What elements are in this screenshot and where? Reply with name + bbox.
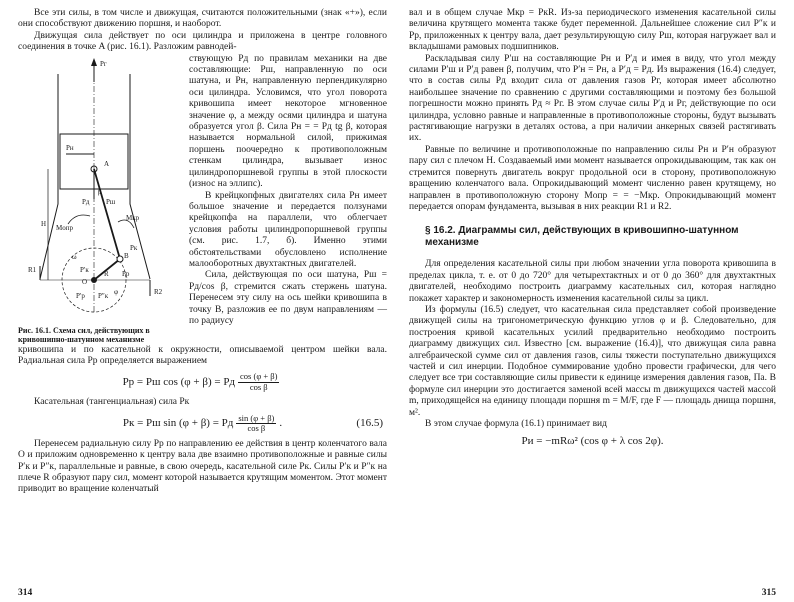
- formula-tangential-fraction: [236, 414, 276, 434]
- left-paragraph-2-lead: Движущая сила действует по оси цилиндра и приложена в центре головного соединения в точке A (рис. 16.1). Разложим равнодей-: [18, 30, 387, 53]
- mopr-arc: [68, 215, 90, 224]
- formula-inertia-force: [409, 435, 776, 448]
- left-paragraph-5: Касательная (тангенциальная) сила Pк: [34, 397, 190, 408]
- formula-radial-numerator: cos (φ + β): [240, 371, 278, 382]
- connecting-rod: [94, 169, 120, 259]
- label-psh: Pш: [106, 197, 116, 206]
- page-number-left: 314: [18, 588, 33, 598]
- right-page: [397, 0, 794, 602]
- figure-16-1: [18, 54, 183, 345]
- label-pk2: P″к: [98, 291, 109, 300]
- point-b-pin: [117, 256, 123, 262]
- label-r1: R1: [28, 265, 37, 274]
- formula-radial-fraction: [238, 372, 279, 392]
- label-h: H: [41, 219, 47, 228]
- right-paragraph-2: Раскладывая силу P′ш на составляющие Pн и P′д и имея в виду, что угол между силами P′ш и P′д равен β, получим, что P′н = Pн, а P′д = Pд. Из выражения (16.4) следует, что в состав силы Pд входит сила от давления газов Pг, которая имеет абсолютно наибольшее значение по сравнению с другими составляющими и поэтому без большой погрешности можно принять Pд ≈ Pг. В этом случае силы P′д и Pг, действующие по оси цилиндра, условно равные и направленные в противоположные стороны, будут вызывать растягивающие нагрузки в деталях остова, а при наличии анкерных связей растягивать их.: [409, 53, 776, 144]
- label-r: R: [104, 269, 109, 278]
- formula-tangential-lhs: Pк = Pш sin (φ + β) = Pд: [122, 417, 234, 430]
- label-pr2: Pр: [122, 269, 130, 278]
- formula-radial-lhs: Pр = Pш cos (φ + β) = Pд: [122, 375, 236, 388]
- formula-radial-denominator: cos β: [249, 381, 268, 392]
- label-pd: Pд: [82, 197, 90, 206]
- crank-mechanism-diagram: [18, 54, 183, 324]
- left-paragraph-2-wrapped: ствующую Pд по правилам механики на две составляющие: Pш, направленную по оси шатуна, и Pн, направленную перпендикулярно оси цилиндра. Условимся, что угол поворота кривошипа имеет некоторое мгновенное значение φ, а между осями цилиндра и шатуна образуется угол β. Сила Pн = = Pд tg β, которая называется нормальной силой, прижимая поршень поочередно к противоположным стенкам цилиндра, вызывает износ цилиндропоршневой группы в этой плоскости (износ на эллипс).: [189, 53, 387, 190]
- section-title-16-2: § 16.2. Диаграммы сил, действующих в кривошипно-шатунном механизме: [425, 225, 739, 249]
- label-beta: β: [98, 187, 102, 196]
- equation-number-16-5: (16.5): [356, 417, 383, 430]
- wrapped-text-column: [189, 54, 387, 345]
- label-b: B: [124, 251, 129, 260]
- label-mkr: Mкр: [126, 213, 140, 222]
- label-o: O: [82, 277, 88, 286]
- formula-tangential-denominator: cos β: [247, 423, 266, 434]
- page-number-right: 315: [761, 588, 776, 598]
- label-mopr: Mопр: [56, 223, 73, 232]
- left-paragraph-6: Перенесем радиальную силу Pр по направлению ее действия в центр коленчатого вала O и приложим одновременно к центру вала две взаимно противоположные и равные силы P′к и P″к, параллельные и равные, в свою очередь, касательной силе Pк. Силы P′к и P″к на плече R образуют пару сил, момент которой называется крутящим моментом. Этот момент приводит во вращение коленчатый: [18, 438, 387, 495]
- formula-tangential-force: [18, 414, 387, 434]
- pr-arrowhead: [91, 58, 97, 66]
- right-paragraph-6: В этом случае формула (16.1) принимает вид: [425, 419, 607, 429]
- label-a: A: [104, 159, 110, 168]
- label-phi: φ: [114, 287, 119, 296]
- figure-caption: Рис. 16.1. Схема сил, действующих в кривошипно-шатунном механизме: [18, 325, 150, 345]
- label-pk: Pк: [130, 243, 138, 252]
- label-pr: Pг: [100, 59, 107, 68]
- formula-tangential-tail: .: [279, 417, 283, 430]
- label-pn: Pн: [66, 143, 74, 152]
- formula-tangential-numerator: sin (φ + β): [238, 412, 275, 423]
- label-pp1: P′р: [76, 291, 85, 300]
- left-paragraph-3: В крейцкопфных двигателях сила Pн имеет большое значение и передается ползунами крейцкопфа на параллели, что облегчает условия работы цилиндропоршневой группы (см. рис. 1.7, б). Именно этими обстоятельствами обусловлено исполнение малооборотных двухтактных двигателей.: [189, 190, 387, 269]
- left-paragraph-4-cont: кривошипа и по касательной к окружности, описываемой центром шейки вала. Радиальная сила Pр определяется выражением: [18, 344, 387, 367]
- right-paragraph-3: Равные по величине и противоположные по направлению силы Pн и P′н образуют пару сил с плечом H. Создаваемый ими момент называется опрокидывающим, так как он стремится повернуть двигатель вокруг продольной оси в сторону, противоположную вращению коленчатого вала. Опрокидывающий момент численно равен крутящему, но направлен в противоположную сторону Mопр = = −Mкр. Опрокидывающий момент передается опорам фундамента, вызывая в них реакции R1 и R2.: [409, 144, 776, 212]
- left-paragraph-4: Сила, действующая по оси шатуна, Pш = Pд/cos β, стремится сжать стержень шатуна. Перенесем эту силу на ось шейки кривошипа в точку B, разложив ее по двум направлениям — по радиусу: [189, 270, 387, 326]
- label-omega: ω: [72, 252, 77, 261]
- label-pk1: P′к: [80, 265, 89, 274]
- formula-inertia-text: Pи = −mRω² (cos φ + λ cos 2φ).: [521, 435, 664, 448]
- right-paragraph-4: Для определения касательной силы при любом значении угла поворота кривошипа в пределах цикла, т. е. от 0 до 720° для четырехтактных и от 0 до 360° для двухтактных двигателей, необходимо построить диаграмму касательных сил, которая наглядно покажет характер и закономерность изменения касательной силы за цикл.: [409, 259, 776, 304]
- right-paragraph-1: вал и в общем случае Mкр = PкR. Из-за периодического изменения касательной силы величина крутящего момента также будет переменной. Дальнейшее сложение сил P″к и Pр, приложенных к центру вала, дает результирующую силу Pш, которая нагружает вал и вкладышами рамовых подшипников.: [409, 8, 776, 53]
- figure-wrap: [18, 54, 387, 345]
- label-r2: R2: [154, 287, 163, 296]
- formula-radial-force: [18, 372, 387, 392]
- left-paragraph-1: Все эти силы, в том числе и движущая, считаются положительными (знак «+»), если они способствуют движению поршня, и наоборот.: [18, 8, 387, 30]
- right-paragraph-5: Из формулы (16.5) следует, что касательная сила представляет собой произведение движущей силы на тригонометрическую функцию углов φ и β. Следовательно, для построения кривой касательных усилий предварительно необходимо построить диаграмму движущих сил. Известно [см. выражение (16.4)], что движущая сила равна алгебраической сумме сил от давления газов, силы тяжести поступательно движущихся частей и сил инерции. Подобное суммирование удобно провести графически, для чего следует все три составляющие силы привести к единице измерения давления газов, Па. В формуле сил инерции это достигается заменой всей массы m движущихся частей массой m, приходящейся на единицу площади поршня m = M/F, где F — площадь днища поршня, м².: [409, 304, 776, 418]
